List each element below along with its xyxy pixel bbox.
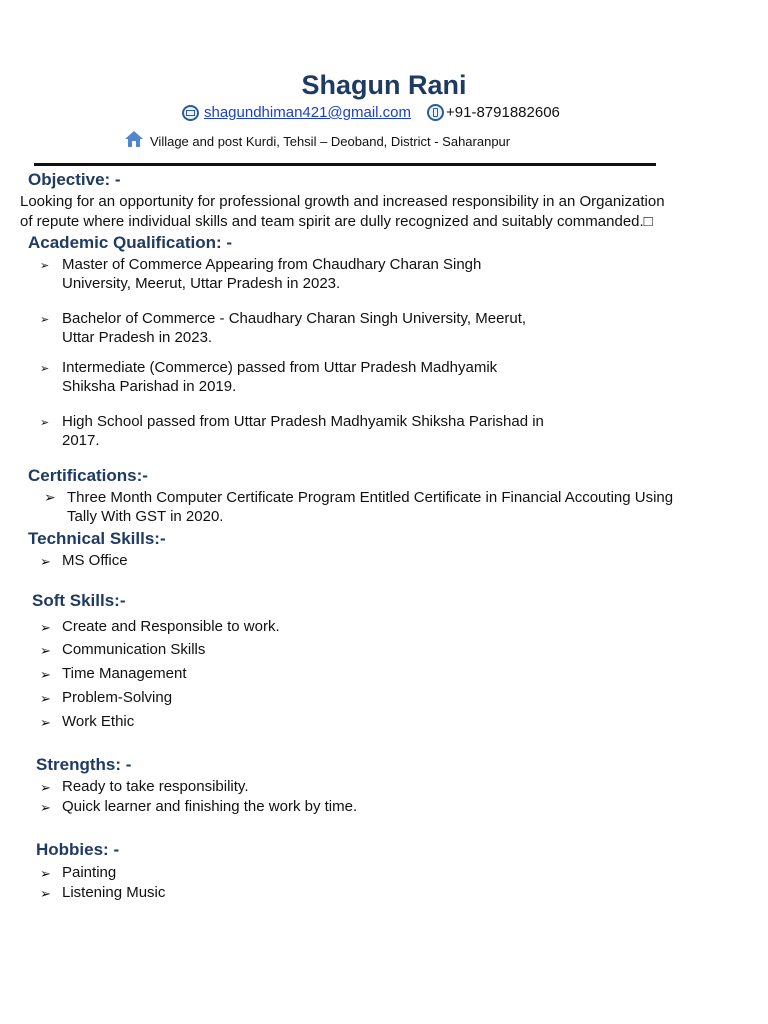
list-item (40, 883, 166, 902)
objective-line: Looking for an opportunity for professional growth and increased responsibility in an Organization (20, 193, 665, 210)
bullet-arrow-icon: ➢ (40, 554, 51, 569)
address-row (124, 129, 510, 149)
academic-heading: Academic Qualification: - (28, 233, 233, 252)
list-item-line: Master of Commerce Appearing from Chaudhary Charan Singh (62, 256, 482, 273)
address-text: Village and post Kurdi, Tehsil – Deoband, District - Saharanpur (150, 134, 511, 149)
list-item-line: Tally With GST in 2020. (67, 508, 224, 525)
header-divider (34, 163, 656, 166)
bullet-arrow-icon: ➢ (40, 800, 51, 815)
mail-icon (182, 105, 199, 121)
list-item-line: University, Meerut, Uttar Pradesh in 2023. (62, 275, 341, 292)
list-item-line: Intermediate (Commerce) passed from Uttar Pradesh Madhyamik (62, 359, 498, 376)
home-icon (124, 130, 144, 148)
list-item-line: Three Month Computer Certificate Program Entitled Certificate in Financial Accouting Using (67, 489, 674, 506)
technical-heading: Technical Skills:- (28, 529, 166, 548)
list-item-line: Bachelor of Commerce - Chaudhary Charan Singh University, Meerut, (62, 310, 527, 327)
bullet-arrow-icon: ➢ (40, 667, 51, 682)
list-item (40, 688, 173, 707)
bullet-arrow-icon: ➢ (40, 620, 51, 635)
list-item-line: Communication Skills (62, 641, 206, 658)
list-item (40, 617, 280, 636)
list-item-line: Ready to take responsibility. (62, 778, 249, 795)
list-item-line: Quick learner and finishing the work by time. (62, 798, 358, 815)
bullet-arrow-icon: ➢ (40, 715, 51, 730)
list-item-line: Create and Responsible to work. (62, 618, 280, 635)
candidate-name: Shagun Rani (301, 70, 467, 100)
list-item-line: Listening Music (62, 884, 166, 901)
phone-icon (427, 104, 444, 121)
bullet-arrow-icon: ➢ (40, 643, 51, 658)
objective-heading: Objective: - (28, 170, 121, 189)
hobbies-heading: Hobbies: - (36, 840, 120, 859)
list-item (40, 309, 527, 347)
list-item (40, 777, 249, 796)
bullet-arrow-icon: ➢ (40, 260, 50, 272)
bullet-arrow-icon: ➢ (40, 780, 51, 795)
list-item (40, 863, 117, 882)
list-item-line: High School passed from Uttar Pradesh Madhyamik Shiksha Parishad in (62, 413, 544, 430)
list-item-line: Shiksha Parishad in 2019. (62, 378, 237, 395)
list-item (40, 358, 498, 396)
certifications-heading: Certifications:- (28, 466, 148, 485)
bullet-arrow-icon: ➢ (40, 363, 50, 375)
list-item-line: Painting (62, 864, 117, 881)
list-item-line: Problem-Solving (62, 689, 173, 706)
list-item (40, 712, 135, 731)
list-item-line: 2017. (62, 432, 100, 449)
soft-skills-heading: Soft Skills:- (32, 591, 126, 610)
list-item (40, 551, 128, 570)
list-item-line: Time Management (62, 665, 187, 682)
contact-row (182, 104, 560, 121)
list-item (40, 664, 187, 683)
phone-number: +91-8791882606 (446, 104, 560, 121)
email-link[interactable]: shagundhiman421@gmail.com (204, 104, 412, 121)
list-item (40, 640, 206, 659)
bullet-arrow-icon: ➢ (40, 417, 50, 429)
list-item (40, 412, 544, 450)
bullet-arrow-icon: ➢ (40, 866, 51, 881)
bullet-arrow-icon: ➢ (40, 886, 51, 901)
list-item-line: MS Office (62, 552, 128, 569)
list-item (40, 255, 482, 293)
list-item (40, 797, 358, 816)
bullet-arrow-icon: ➢ (40, 691, 51, 706)
list-item-line: Work Ethic (62, 713, 135, 730)
strengths-heading: Strengths: - (36, 755, 132, 774)
bullet-arrow-icon: ➢ (44, 489, 56, 505)
objective-line: of repute where individual skills and team spirit are dully recognized and suitably commanded.□ (20, 213, 653, 230)
bullet-arrow-icon: ➢ (40, 314, 50, 326)
list-item (44, 488, 674, 526)
list-item-line: Uttar Pradesh in 2023. (62, 329, 213, 346)
